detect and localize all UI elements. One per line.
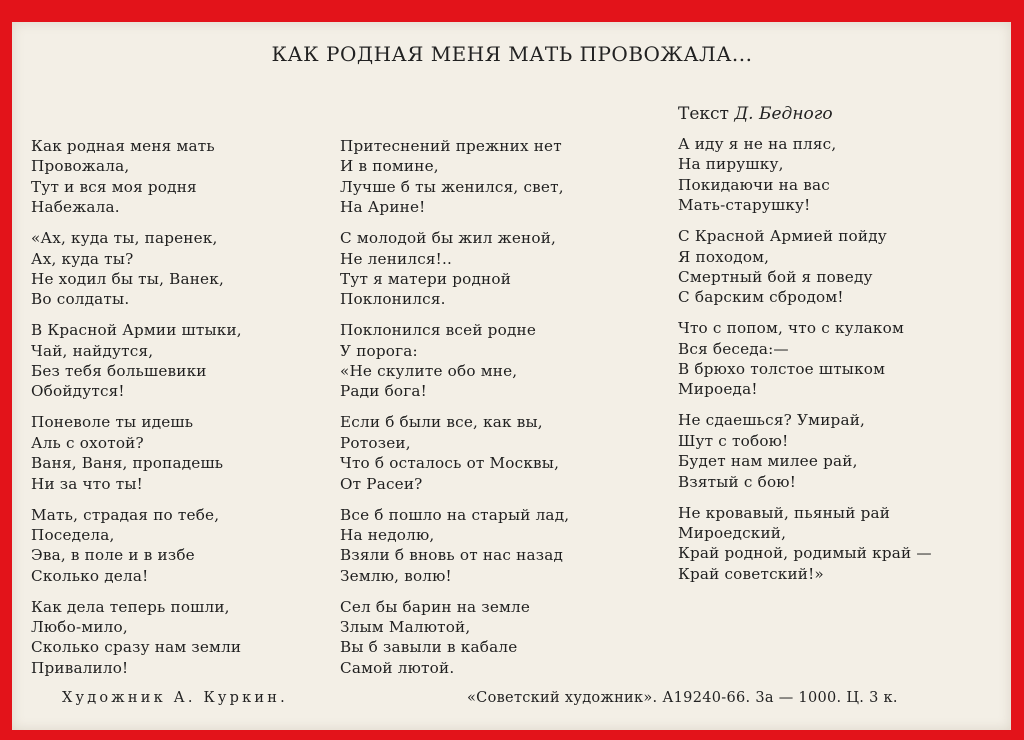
lyric-line: Поклонился. xyxy=(340,290,446,309)
lyric-line: Что с попом, что с кулаком xyxy=(678,319,904,338)
lyric-line: Поклонился всей родне xyxy=(340,321,537,340)
lyric-line: Поневоле ты идешь xyxy=(31,413,194,432)
lyric-line: На недолю, xyxy=(340,525,435,544)
lyric-line: Самой лютой. xyxy=(340,658,455,677)
lyric-line: Взяли б вновь от нас назад xyxy=(340,546,564,565)
lyric-line: Мать-старушку! xyxy=(678,196,811,215)
lyric-line: «Ах, куда ты, паренек, xyxy=(31,229,218,248)
lyric-line: Не сдаешься? Умирай, xyxy=(678,411,866,430)
lyric-line: Покидаючи на вас xyxy=(678,175,830,194)
lyric-line: В Красной Армии штыки, xyxy=(31,321,242,340)
author-name: Д. Бедного xyxy=(734,104,833,124)
lyric-line: Не ходил бы ты, Ванек, xyxy=(31,269,224,288)
lyric-line: Тут и вся моя родня xyxy=(31,177,197,196)
lyric-line: Во солдаты. xyxy=(31,290,130,309)
lyric-line: Край советский!» xyxy=(678,564,824,583)
lyric-line: У порога: xyxy=(340,341,418,360)
lyric-line: Притеснений прежних нет xyxy=(340,137,562,155)
lyric-line: На Арине! xyxy=(340,198,426,217)
stanza xyxy=(31,228,351,310)
lyric-line: Ах, куда ты? xyxy=(31,249,134,268)
stanza xyxy=(340,228,660,310)
stanza xyxy=(31,412,351,494)
stanza xyxy=(678,410,998,492)
lyric-line: Эва, в поле и в избе xyxy=(31,546,195,565)
lyric-line: Не ленился!.. xyxy=(340,249,453,268)
stanza xyxy=(678,503,998,585)
author-credit xyxy=(678,104,833,124)
lyric-line: От Расеи? xyxy=(340,474,423,493)
lyric-line: Сколько сразу нам земли xyxy=(31,638,242,657)
lyric-line: Будет нам милее рай, xyxy=(678,452,858,471)
lyric-line: Злым Малютой, xyxy=(340,618,471,637)
stanza xyxy=(678,134,998,216)
lyric-line: И в помине, xyxy=(340,157,439,176)
lyric-line: Все б пошло на старый лад, xyxy=(340,505,570,524)
lyric-line: Обойдутся! xyxy=(31,382,125,401)
stanza xyxy=(31,505,351,587)
lyric-line: Вся беседа:— xyxy=(678,339,789,358)
lyric-line: Что б осталось от Москвы, xyxy=(340,454,560,473)
lyric-line: В брюхо толстое штыком xyxy=(678,360,886,379)
lyric-line: Ротозеи, xyxy=(340,433,411,452)
lyric-line: Вы б завыли в кабале xyxy=(340,638,518,657)
lyric-line: Как дела теперь пошли, xyxy=(31,597,230,616)
lyric-line: Набежала. xyxy=(31,198,120,217)
publisher-info: «Советский художник». А19240-66. 3а — 1000. Ц. 3 к. xyxy=(467,690,898,706)
author-prefix: Текст xyxy=(678,104,729,124)
lyric-line: А иду я не на пляс, xyxy=(678,135,837,153)
stanza xyxy=(678,318,998,400)
lyric-line: Поседела, xyxy=(31,525,115,544)
lyric-line: Взятый с бою! xyxy=(678,472,797,491)
lyric-line: С Красной Армией пойду xyxy=(678,227,887,246)
lyric-line: Чай, найдутся, xyxy=(31,341,154,360)
lyric-line: Сколько дела! xyxy=(31,566,149,585)
stanza xyxy=(340,412,660,494)
lyric-line: Мать, страдая по тебе, xyxy=(31,505,220,524)
lyric-line: Ради бога! xyxy=(340,382,427,401)
stanza xyxy=(340,597,660,679)
lyric-line: Если б были все, как вы, xyxy=(340,413,543,432)
lyric-line: Как родная меня мать xyxy=(31,137,215,155)
lyric-line: Любо-мило, xyxy=(31,618,128,637)
lyric-line: Ни за что ты! xyxy=(31,474,143,493)
lyrics-column-2 xyxy=(340,136,660,689)
lyric-line: Смертный бой я поведу xyxy=(678,267,873,286)
lyric-line: Аль с охотой? xyxy=(31,433,144,452)
stanza xyxy=(340,136,660,218)
stanza xyxy=(31,320,351,402)
lyrics-column-1 xyxy=(31,136,351,689)
lyric-line: Шут с тобою! xyxy=(678,431,789,450)
lyric-line: Провожала, xyxy=(31,157,130,176)
lyric-line: Без тебя большевики xyxy=(31,362,207,381)
stanza xyxy=(678,226,998,308)
lyric-line: Привалило! xyxy=(31,658,129,677)
lyric-line: Мироедский, xyxy=(678,523,787,542)
lyric-line: С барским сбродом! xyxy=(678,288,844,307)
stanza xyxy=(31,597,351,679)
stanza xyxy=(31,136,351,218)
lyric-line: «Не скулите обо мне, xyxy=(340,362,518,381)
lyric-line: Землю, волю! xyxy=(340,566,452,585)
stanza xyxy=(340,320,660,402)
lyric-line: С молодой бы жил женой, xyxy=(340,229,557,248)
lyric-line: Мироеда! xyxy=(678,380,758,399)
lyric-line: Ваня, Ваня, пропадешь xyxy=(31,454,224,473)
song-title: КАК РОДНАЯ МЕНЯ МАТЬ ПРОВОЖАЛА... xyxy=(271,42,753,66)
lyric-line: Сел бы барин на земле xyxy=(340,597,531,616)
lyric-line: Тут я матери родной xyxy=(340,269,512,288)
lyrics-column-3 xyxy=(678,134,998,595)
lyric-line: Не кровавый, пьяный рай xyxy=(678,503,891,522)
artist-credit: Художник А. Куркин. xyxy=(62,690,288,706)
lyric-line: Край родной, родимый край — xyxy=(678,544,932,563)
lyric-line: На пирушку, xyxy=(678,155,784,174)
stanza xyxy=(340,505,660,587)
lyric-line: Лучше б ты женился, свет, xyxy=(340,177,564,196)
lyric-line: Я походом, xyxy=(678,247,770,266)
